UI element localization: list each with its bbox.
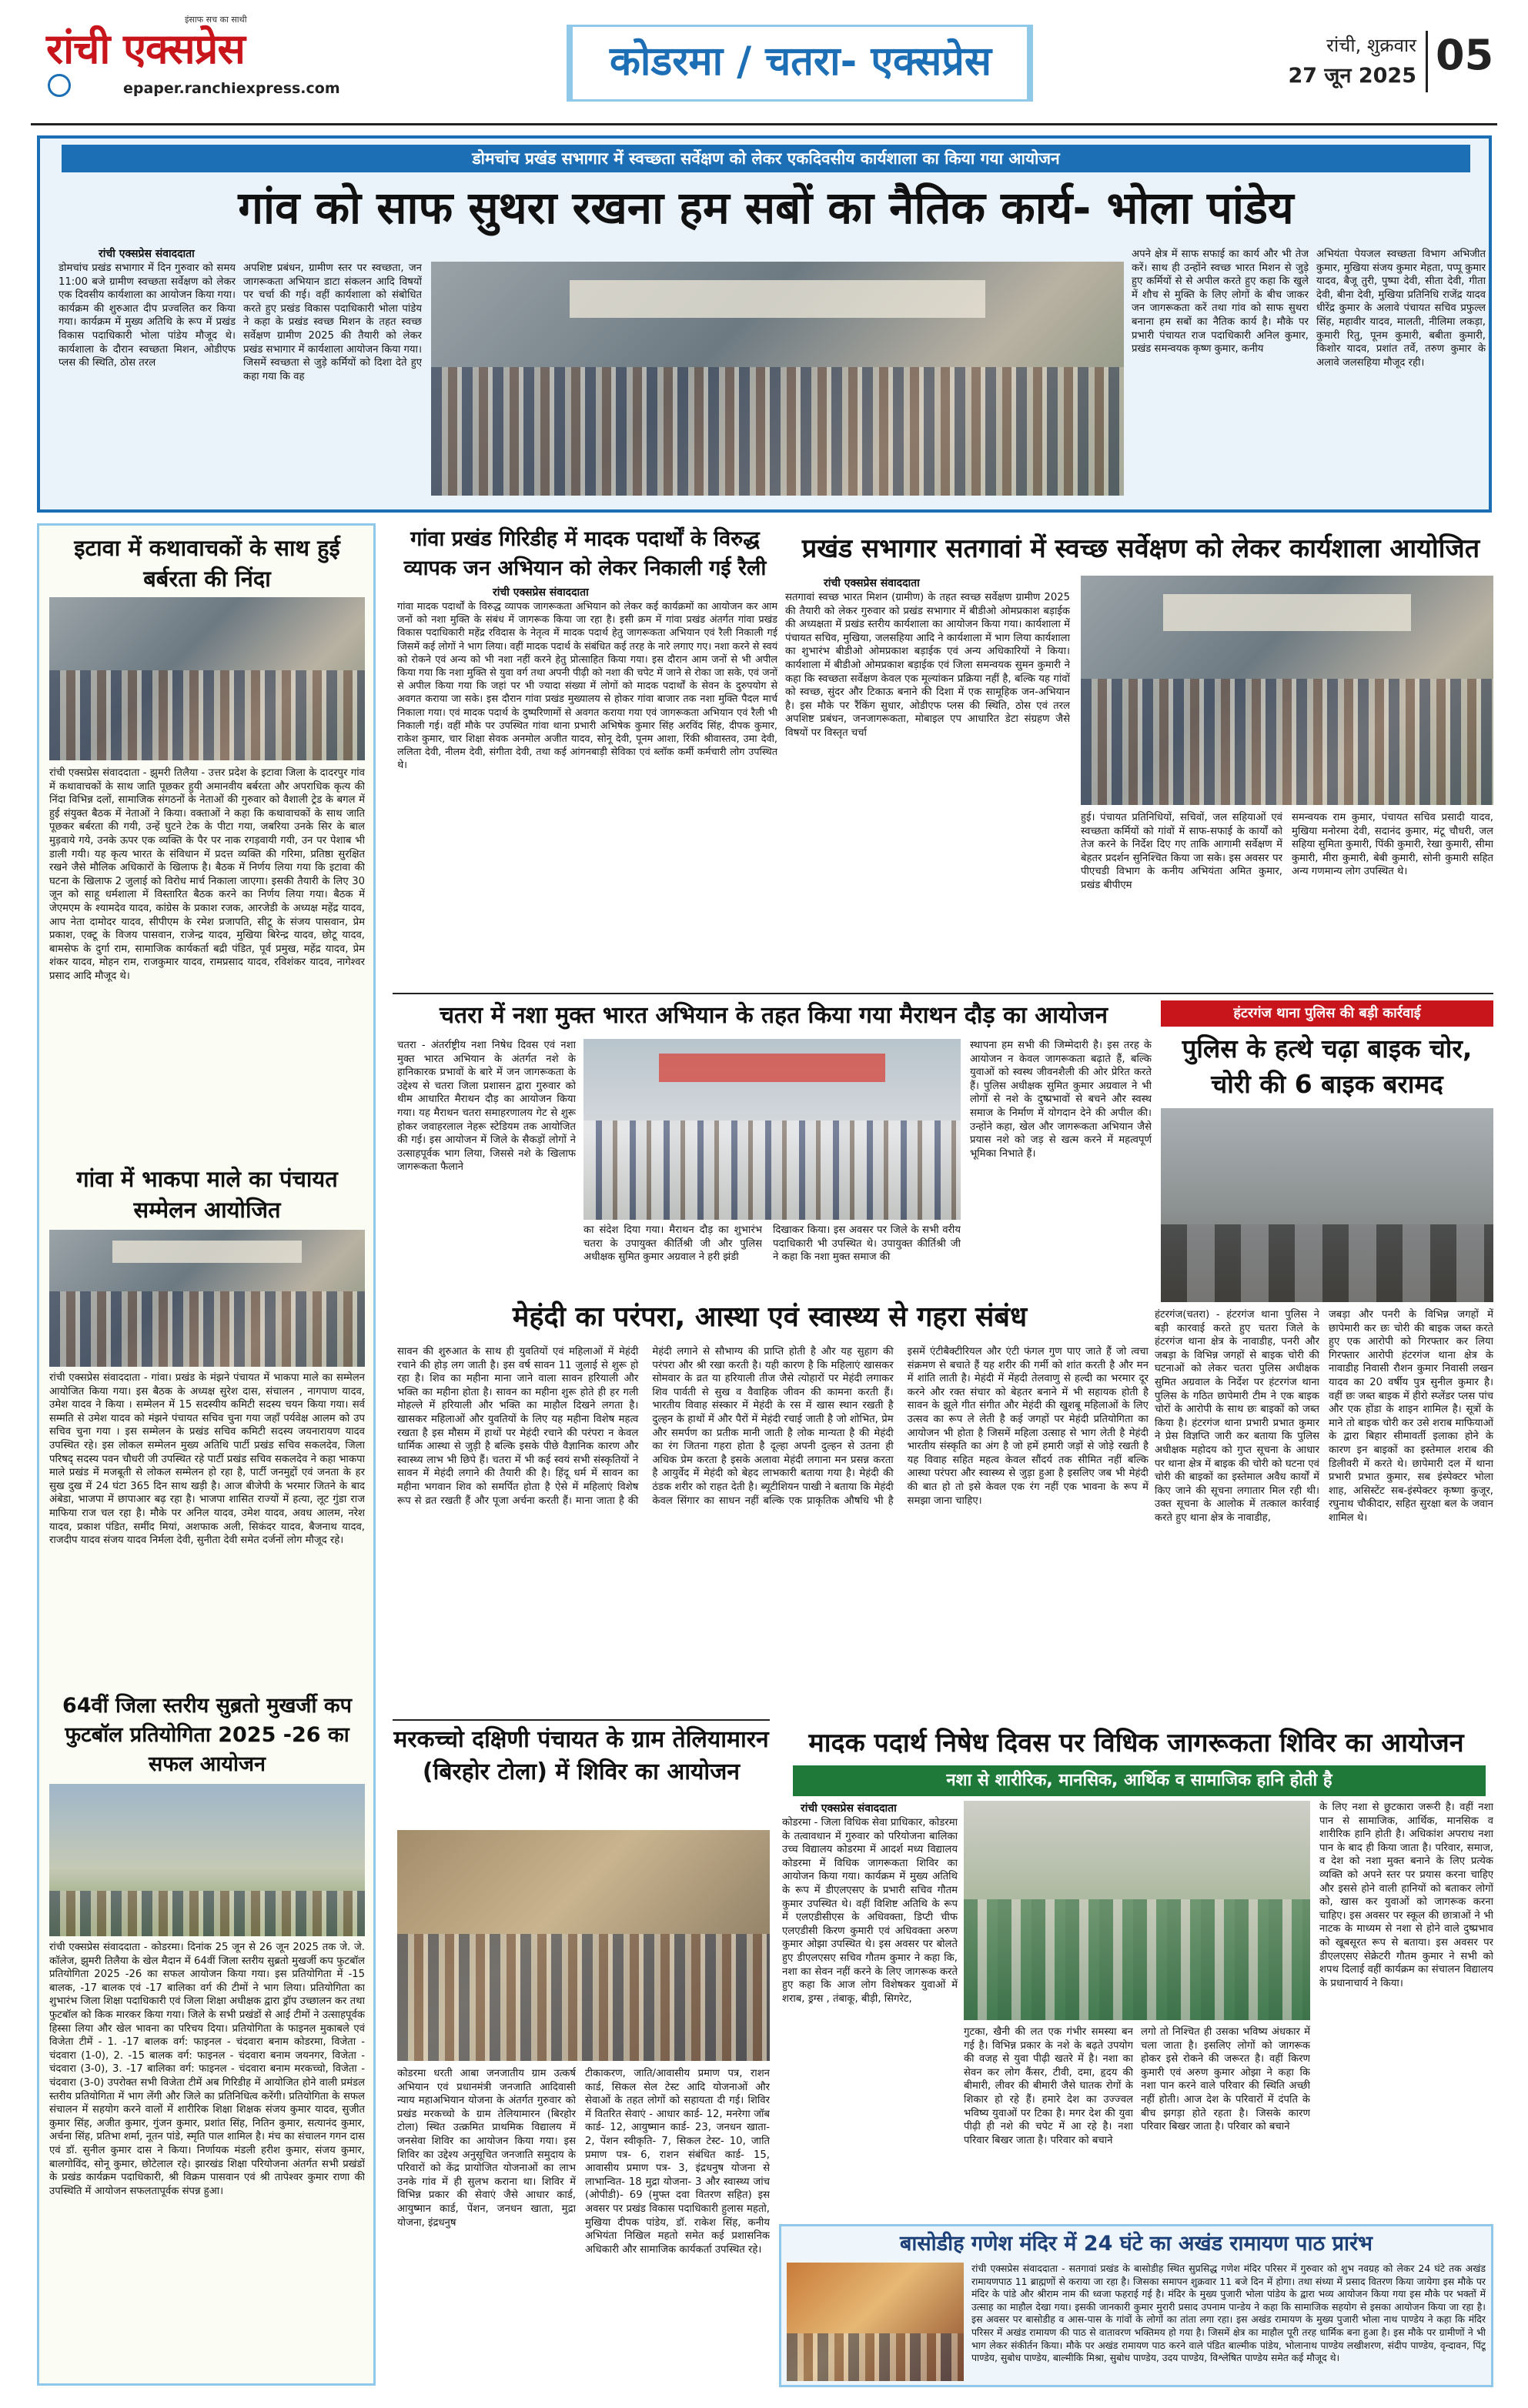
bhakpa-body: रांची एक्सप्रेस संवाददाता - गांवा। प्रखंड के मंझने पंचायत में भाकपा माले का सम्मेलन आयोजित किया गया। इस बैठक के अध्यक्ष सुरेश दास, संचालन , नागपाण यादव, उमेश यादव ने किया । सम्मेलन में 15 सदस्यीय कमिटी सदस्य चयन किया गया। सर्व सम्मति से उमेश यादव को मंझने पंचायत सचिव चुना गया जहाँ पर्यवेक्ष आलम को उप सचिव चुना गया । इस सम्मेलन के प्रखंड सचिव कमिटी सदस्य जयनारायण यादव उपस्थित रहे। इस लोकल सम्मेलन मुख्य अतिथि पार्टी प्रखंड सचिव सकलदेव, जिला परिषद् सदस्य पवन चौधरी जी उपस्थित रहे पार्टी प्रखंड सचिव सकलदेव ने कहा भाकपा माले प्रखंड में मजबूती से लोकल सम्मेलन हो रहा है, पार्टी जनमुद्दों एवं जनता के हर सुख दुख में 24 घंटा 365 दिन साथ खड़ी है। आज बीजेपी के भरमार जितने के बाद अंबेडा, भाजपा में छापाआर बढ़ रहा है। भाजपा शासित राज्यों में हत्या, लूट गुंडा राज माफिया राज चल रहा है। मौके पर अनिल यादव, उमेश यादव, अवध आलम, नरेश यादव, प्रकाश पंडित, समींद मियां, अशफाक अली, सिकंदर यादव, बैजनाथ यादव, राजदीप यादव संजय यादव निर्मला देवी, सुनीता देवी समेत दर्जनों लोग मौजूद रहे।	[49, 1372, 365, 1547]
madak-body2: गुटका, खैनी की लत एक गंभीर समस्या बन गई है। विभिन्न प्रकार के नशे के बढ़ते उपयोग की वजह से युवा पीढ़ी खतरे में है। नशा का सेवन कर लोग कैंसर, टीवी, दमा, हृदय की बीमारी, लीवर की बीमारी जैसे घातक रोगों के शिकार हो रहे हैं। हमारे देश का उज्ज्वल भविष्य युवाओं पर टिका है। मगर देश की युवा पीढ़ी ही नशे की चपेट में आ रहे है। नशा परिवार बिखर जाता है। परिवार को बचाने	[964, 2026, 1133, 2146]
dateline-city: रांची, शुक्रवार	[1326, 35, 1416, 56]
newspaper-logo: रांची एक्सप्रेस	[46, 24, 245, 73]
markachcho-rule	[393, 1719, 770, 1721]
police-photo	[1161, 1108, 1493, 1302]
police-tag: हंटरगंज थाना पुलिस की बड़ी कार्रवाई	[1161, 1000, 1493, 1027]
chatra-headline: चतरा में नशा मुक्त भारत अभियान के तहत किया गया मैराथन दौड़ का आयोजन	[440, 1002, 1108, 1029]
madak-subhead: नशा से शारीरिक, मानसिक, आर्थिक व सामाजिक हानि होती है	[793, 1765, 1486, 1796]
epaper-url[interactable]: epaper.ranchiexpress.com	[123, 80, 340, 97]
gawa-headline: गांवा प्रखंड गिरिडीह में मादक पदार्थों के विरुद्ध व्यापक जन अभियान को लेकर निकाली गई रैली	[403, 527, 767, 580]
lead-byline: रांची एक्सप्रेस संवाददाता	[99, 248, 195, 260]
etawa-photo	[49, 597, 365, 760]
madak-body3: लगो तो निश्चित ही उसका भविष्य अंधकार में चला जाता है। इसलिए लोगों को जागरूक होकर इसे रोकने की जरूरत है। वहीं किरण कुमारी एवं अरुण कुमार ओझा ने कहा कि नशा पान करने वाले परिवार की स्थिति अच्छी नहीं होती। आज देश के परिवारों में दंपति के बीच झगड़ा होते रहता है। जिसके कारण परिवार बिखर जाता है। परिवार को बचाने	[1141, 2026, 1310, 2133]
lead-col4: अभियंता पेयजल स्वच्छता विभाग अभिजीत कुमार, मुखिया संजय कुमार मेहता, पप्पू कुमार यादव, बैजू तुरी, पुष्पा देवी, सीता देवी, गीता देवी, बीना देवी, मुखिया प्रतिनिधि राजेंद्र यादव धीरेंद्र कुमार के अलावे पंचायत सचिव प्रफुल्ल सिंह, महावीर यादव, मालती, नीलिमा लकड़ा, कुमारी रितु, पूनम कुमारी, बबीता कुमारी, किशोर यादव, प्रशांत तर्वे, तरुण कुमार के अलावे जलसहिया मौजूद रही।	[1316, 249, 1486, 369]
chatra-rule	[393, 993, 1493, 994]
chatra-body2: का संदेश दिया गया। मैराथन दौड़ का शुभारंभ चतरा के उपायुक्त कीर्तिश्री जी और पुलिस अधीक्षक सुमित कुमार अग्रवाल ने हरी झंडी	[583, 1224, 762, 1264]
football-headline: 64वीं जिला स्तरीय सुब्रतो मुखर्जी कप फुटबॉल प्रतियोगिता 2025 -26 का सफल आयोजन	[62, 1694, 352, 1776]
gawa-byline: रांची एक्सप्रेस संवाददाता	[493, 586, 589, 599]
markachcho-body1: कोडरमा धरती आबा जनजातीय ग्राम उत्कर्ष अभियान एवं प्रधानमंत्री जनजाति आदिवासी न्याय महाअभियान योजना के अंतर्गत गुरुवार को प्रखंड मरकच्चो के ग्राम तेलियामारन (बिरहोर टोला) स्थित उत्क्रमित प्राथमिक विद्यालय में जनसेवा शिविर का आयोजन किया गया। इस शिविर का उद्देश्य अनुसूचित जनजाति समुदाय के परिवारों को केंद्र प्रायोजित योजनाओं का लाभ उनके गांव में ही सुलभ कराना था। शिविर में विभिन्न प्रकार की सेवाएं जैसे आधार कार्ड, आयुष्मान कार्ड, पेंशन, जनधन खाता, मुद्रा योजना, इंद्रधनुष	[397, 2068, 576, 2229]
lead-headline: गांव को साफ सुथरा रखना हम सबों का नैतिक कार्य- भोला पांडेय	[238, 182, 1294, 234]
madak-photo	[964, 1801, 1310, 2020]
dateline-date: 27 जून 2025	[1288, 64, 1416, 88]
lead-col2: अपशिष्ट प्रबंधन, ग्रामीण स्तर पर स्वच्छता, जन जागरूकता अभियान डाटा संकलन आदि विषयों पर चर्चा की गई। वहीं कार्यशाला को संबोधित करते हुए प्रखंड विकास पदाधिकारी भोला पांडेय ने कहा के प्रखंड स्वच्छ मिशन के तहत स्वच्छ सर्वेक्षण ग्रामीण 2025 की तैयारी को लेकर प्रखंड सभागार में कार्यशाला आयोजन किया गया। जिसमें स्वच्छता से जुड़े कर्मियों को दिशा देते हुए कहा गया कि वह	[243, 262, 422, 382]
chatra-body1: चतरा - अंतर्राष्ट्रीय नशा निषेध दिवस एवं नशा मुक्त भारत अभियान के अंतर्गत नशे के हानिकारक प्रभावों के बारे में जन जागरूकता के उद्देश्य से चतरा जिला प्रशासन द्वारा गुरुवार को थीम आधारित मैराथन दौड़ का आयोजन किया गया। यह मैराथन चतरा समाहरणालय गेट से शुरू होकर जवाहरलाल नेहरू स्टेडियम तक आयोजित की गई। इस आयोजन में जिले के सैकड़ों लोगों ने उत्साहपूर्वक भाग लिया, जिससे नशे के खिलाफ जागरूकता फैलाने	[397, 1040, 576, 1174]
lead-photo	[431, 262, 1124, 496]
gawa-body: गांवा मादक पदार्थों के विरुद्ध व्यापक जागरूकता अभियान को लेकर कई कार्यक्रमों का आयोजन कर आम जनों को नशा मुक्ति के संबंध में जागरूक किया जा रहा है। इसी क्रम में गांवा प्रखंड अंतर्गत गांवा प्रखंड विकास पदाधिकारी महेंद्र रविदास के नेतृत्व में मादक पदार्थ हेतु जागरूकता अभियान एवं रैली निकाली गई जिसमें कई लोगों ने भाग लिया। वहीं मादक पदार्थ के संबंधित कई तरह के नारे लगाए गए। नशा करने से स्वयं को रोकने एवं अन्य को भी नशा नहीं करने हेतु प्रोत्साहित किया गया। इस दौरान आम जनों से भी अपील किया गया कि नशा मुक्ति से युवा वर्ग तथा अपनी पीढ़ी को नशा की चपेट में जाने से रोका जा सके, एवं जनों से अपील किया गया कि जहां पर भी ज्यादा संख्या में लोगों को मादक पदार्थों के सेवन के दुरुपयोग से अवगत कराया जा सके। इस दौरान गांवा प्रखंड मुख्यालय से होकर गांवा बाजार तक नशा मुक्ति पैदल मार्च निकाला गया। एवं मादक पदार्थ के दुष्परिणामों से अवगत कराया गया एवं जागरूकता अभियान एवं रैली भी निकाली गई। वहीं मौके पर उपस्थित गांवा थाना प्रभारी अभिषेक कुमार सिंह अरविंद सिंह, दीपक कुमार, राकेश कुमार, चार शिक्षा सेवक अनमोल अजीत यादव, सोनू देवी, पूनम आशा, रिंकी श्रीवास्तव, उमा देवी, ललिता देवी, नीलम देवी, संगीता देवी, तथा कई आंगनबाड़ी सेविका एवं ब्लॉक कर्मी कर्मचारी लोग उपस्थित थे।	[397, 601, 777, 772]
etawa-headline: इटावा में कथावाचकों के साथ हुई बर्बरता की निंदा	[74, 535, 340, 592]
etawa-body: रांची एक्सप्रेस संवाददाता - झुमरी तिलैया - उत्तर प्रदेश के इटावा जिला के दादरपुर गांव में कथावाचकों के साथ जाति पूछकर हुयी अमानवीय बर्बरता और अपराधिक कृत्य की निंदा विभिन्न दलों, सामाजिक संगठनों के नेताओं की गुरुवार को वैशाली ट्रेड के बगल में हुई संयुक्त बैठक में नेताओं ने किया। वक्ताओं ने कहा कि कथावाचकों के साथ जाति पूछकर बर्बरता की गयी, उन्हें घुटने टेक के पीटा गया, जबरिया उनके सिर के बाल मुड़वाये गये, उनके ऊपर एक व्यक्ति के पैर पर नाक रगड़वायी गयी, उन पर पेशाब भी डाली गयी। यह कृत्य भारत के संविधान में प्रदत्त व्यक्ति की गरिमा, प्रतिष्ठा सुरक्षित रखने जैसे मौलिक अधिकारों के खिलाफ है। बैठक में निर्णय लिया गया कि इटावा की घटना के खिलाफ 2 जुलाई को विरोध मार्च निकाला जाएगा। इसकी तैयारी के लिए 30 जून को साहू धर्मशाला में विस्तारित बैठक करने का निर्णय लिया गया। बैठक में जेएमएम के श्यामदेव यादव, कांग्रेस के प्रकाश रजक, आरजेडी के अध्यक्ष महेंद्र यादव, आप नेता दामोदर यादव, सीपीएम के रमेश प्रजापति, सीटू के संजय पासवान, प्रेम प्रकाश, एक्टू के विजय पासवान, राजेन्द्र यादव, मुखिया बिरेन्द्र यादव, छोटू यादव, बामसेफ के दुर्गा राम, सामाजिक कार्यकर्ता बद्री पंडित, पूर्व प्रमुख, महेंद्र यादव, प्रेम शंकर यादव, मोहन राम, राजकुमार यादव, रामप्रसाद यादव, रविशंकर यादव, नागेश्वर प्रसाद आदि मौजूद थे।	[49, 767, 365, 982]
logo-tagline: इंसाफ सच का साथी	[185, 15, 247, 25]
dateline-divider	[1426, 31, 1428, 92]
globe-icon	[48, 74, 71, 97]
football-body: रांची एक्सप्रेस संवाददाता - कोडरमा। दिनांक 25 जून से 26 जून 2025 तक जे. जे. कॉलेज, झुमरी तिलैया के खेल मैदान में 64वीं जिला स्तरीय सुब्रतो मुखर्जी कप फुटबॉल प्रतियोगिता 2025 -26 का सफल आयोजन किया गया। इस प्रतियोगिता में -15 बालक, -17 बालक एवं -17 बालिका वर्ग की टीमों ने भाग लिया। प्रतियोगिता का शुभारंभ जिला शिक्षा पदाधिकारी एवं जिला शिक्षा अधीक्षक द्वारा ड्रॉप उच्छालन कर तथा फुटबॉल को किक मारकर किया गया। जिले के सभी प्रखंडों से आई टीमों ने उत्साहपूर्वक हिस्सा लिया और खेल भावना का परिचय दिया। प्रतियोगिता के फाइनल मुकाबले एवं विजेता टीमें - 1. -17 बालक वर्ग: फाइनल - चंदवारा बनाम कोडरमा, विजेता - चंदवारा (1-0), 2. -15 बालक वर्ग: फाइनल - चंदवारा बनाम जयनगर, विजेता - चंदवारा (3-0), 3. -17 बालिका वर्ग: फाइनल - चंदवारा बनाम मरकच्चो, विजेता - चंदवारा (3-0) उपरोक्त सभी विजेता टीमें अब गिरिडीह में आयोजित होने वाली प्रमंडल स्तरीय प्रतियोगिता में भाग लेंगी और जिले का प्रतिनिधित्व करेंगी। प्रतियोगिता के सफल संचालन में सहयोग करने वालों में शारीरिक शिक्षा शिक्षक संजय कुमार यादव, सुजीत कुमार सिंह, अजीत कुमार, गुंजन कुमार, प्रशांत सिंह, नितिन कुमार, सत्यानंद कुमार, अर्चना सिंह, प्रतिभा शर्मा, नूतन पांडे, स्मृति पाल शामिल है। मंच का संचालन गगन दास एवं डॉ. सुनील कुमार दास ने किया। निर्णायक मंडली हरीश कुमार, संजय कुमार, बालगोविंद, सोनू कुमार, छोटेलाल रहे। झारखंड शिक्षा परियोजना अंतर्गत सभी प्रखंडों के प्रखंड कार्यक्रम पदाधिकारी, श्री विक्रम पासवान एवं श्री तापेश्वर कुमार राणा की उपस्थिति में आयोजन सफलतापूर्वक संपन्न हुआ।	[49, 1942, 365, 2197]
basodih-headline: बासोडीह गणेश मंदिर में 24 घंटे का अखंड रामायण पाठ प्रारंभ	[900, 2232, 1373, 2256]
bhakpa-photo	[49, 1230, 365, 1367]
markachcho-photo	[397, 1830, 770, 2061]
lead-col1: डोमचांच प्रखंड सभागार में दिन गुरुवार को समय 11:00 बजे ग्रामीण स्वच्छता सर्वेक्षण को लेकर एक दिवसीय कार्यशाला का आयोजन किया गया। कार्यक्रम की शुरुआत दीप प्रज्वलित कर किया गया। कार्यक्रम में मुख्य अतिथि के रूप में प्रखंड विकास पदाधिकारी भोला पांडेय मौजूद थे। कार्यशाला के दौरान स्वच्छता मिशन, ओडीएफ प्लस की स्थिति, ठोस तरल	[59, 262, 236, 369]
satgawan-body3: समन्वयक राम कुमार, पंचायत सचिव प्रसादी यादव, मुखिया मनोरमा देवी, सदानंद कुमार, मंटू चौधरी, जल सहिया सुमिता कुमारी, पिंकी कुमारी, रेखा कुमारी, सीमा कुमारी, मीरा कुमारी, बेबी कुमारी, सोनी कुमारी सहित अन्य गणमान्य लोग उपस्थित थे।	[1292, 812, 1493, 878]
chatra-body4: स्थापना हम सभी की जिम्मेदारी है। इस तरह के आयोजन न केवल जागरूकता बढ़ाते हैं, बल्कि युवाओं को स्वस्थ जीवनशैली की ओर प्रेरित करते हैं। पुलिस अधीक्षक सुमित कुमार अग्रवाल ने भी लोगों से नशे के दुष्प्रभावों से बचने और स्वस्थ समाज के निर्माण में योगदान देने की अपील की। उन्होंने कहा, खेल और जागरूकता अभियान जैसे प्रयास नशे को जड़ से खत्म करने में महत्वपूर्ण भूमिका निभाते हैं।	[970, 1040, 1152, 1160]
satgawan-body2: हुई। पंचायत प्रतिनिधियों, सचिवों, जल सहियाओं एवं स्वच्छता कर्मियों को गांवों में साफ-सफाई के कार्यों को तेज करने के निर्देश दिए गए ताकि आगामी सर्वेक्षण में बेहतर प्रदर्शन सुनिश्चित किया जा सके। इस अवसर पर पीएचडी विभाग के कनीय अभियंता अमित कुमार, प्रखंड बीपीएम	[1081, 812, 1282, 891]
police-headline: पुलिस के हत्थे चढ़ा बाइक चोर, चोरी की 6 बाइक बरामद	[1182, 1034, 1473, 1099]
madak-body1: कोडरमा - जिला विधिक सेवा प्राधिकार, कोडरमा के तत्वावधान में गुरुवार को परियोजना बालिका उच्च विद्यालय कोडरमा में आदर्श मध्य विद्यालय कोडरमा में विधिक जागरूकता शिविर का आयोजन किया गया। कार्यक्रम में मुख्य अतिथि के रूप में डीएलएसए के प्रभारी सचिव गौतम कुमार उपस्थित थे। वहीं विशिष्ट अतिथि के रूप में एलएडीसीएस के अधिवक्ता, डिप्टी चीफ एलएडीसी किरण कुमारी एवं अधिवक्ता अरुण कुमार ओझा उपस्थित थे। इस अवसर पर बोलते हुए डीएलएसए सचिव गौतम कुमार ने कहा कि, नशा का सेवन नहीं करने के लिए जागरूक करते हुए कहा कि आज लोग विशेषकर युवाओं में शराब, ड्रग्स , तंबाकू, बीड़ी, सिगरेट,	[782, 1817, 958, 2005]
page-number: 05	[1436, 31, 1494, 79]
football-photo	[49, 1784, 365, 1936]
police-body1: हंटरगंज(चतरा) - हंटरगंज थाना पुलिस ने बड़ी कारवाई करते हुए चतरा जिले के हंटरगंज थाना क्षेत्र के नावाडीह, पनरी और जबड़ा के विभिन्न जगहों से बाइक चोरी की घटनाओं को लेकर चतरा पुलिस अधीक्षक सुमित अग्रवाल के निर्देश पर हंटरगंज थाना पुलिस के गठित छापेमारी टीम ने एक बाइक चोरों के आरोपी के साथ छः बाइकों को जब्त किया है। हंटरगंज थाना प्रभारी प्रभात कुमार ने प्रेस विज्ञप्ति जारी कर बताया कि पुलिस अधीक्षक महोदय को गुप्त सूचना के आधार पर थाना क्षेत्र में बाइक की चोरी को घटना एवं चोरी की बाइकों का इस्तेमाल अवैध कार्यों में किए जाने की सूचना लगातार मिल रही थी। उक्त सूचना के आलोक में तत्काल कार्रवाई करते हुए थाना क्षेत्र के नावाडीह,	[1155, 1309, 1319, 1524]
madak-body4: के लिए नशा से छुटकारा जरूरी है। वहीं नशा पान से सामाजिक, आर्थिक, मानसिक व शारीरिक हानि होती है। अधिकांश अपराध नशा पान के बाद ही किया जाता है। परिवार, समाज, व देश को नशा मुक्त बनाने के लिए प्रत्येक व्यक्ति को अपने स्तर पर प्रयास करना चाहिए और इससे होने वाली हानियों को बताकर लोगों को, खास कर युवाओं को जागरूक करना चाहिए। इस अवसर पर स्कूल की छात्राओं ने भी नाटक के माध्यम से नशा से होने वाले दुष्प्रभाव को खूबसूरत रूप से बताया। इस अवसर पर डीएलएसए सेक्रेटरी गौतम कुमार ने सभी को शपथ दिलाई वहीं कार्यक्रम का संचालन विद्यालय के प्रधानाचार्य ने किया।	[1319, 1802, 1493, 1989]
satgawan-headline: प्रखंड सभागार सतगावां में स्वच्छ सर्वेक्षण को लेकर कार्यशाला आयोजित	[801, 533, 1480, 564]
mehndi-body: सावन की शुरुआत के साथ ही युवतियों एवं महिलाओं में मेहंदी रचाने की होड़ लग जाती है। इस वर्ष सावन 11 जुलाई से शुरू हो रहा है। शिव का महीना माना जाने वाला सावन हरियाली और भक्ति का महीना होता है। सावन का महीना शुरू होते ही हर गली मोहल्ले में हरियाली और भक्ति का माहौल दिखने लगता है। खासकर महिलाओं और युवतियों के लिए यह महीना विशेष महत्व रखता है इस मौसम में हाथों पर मेहंदी रचाने की परंपरा न केवल धार्मिक आस्था से जुड़ी है बल्कि इसके पीछे वैज्ञानिक कारण और स्वास्थ्य लाभ भी छिपे हैं। चतरा में भी कई स्वयं सभी संस्कृतियों ने सावन में मेहंदी लगाने की तैयारी की है। हिंदू धर्म में सावन का महीना भगवान शिव को समर्पित होता है ऐसे में महिलाएं विशेष रूप से व्रत रखती हैं और पूजा अर्चना करती हैं। माना जाता है की मेहंदी लगाने से सौभाग्य की प्राप्ति होती है और यह सुहाग की परंपरा और श्री रखा करती है। यही कारण है कि महिलाएं खासकर सोमवार के व्रत या हरियाली तीज जैसे त्योहारों पर मेहंदी लगाकर शिव पार्वती से सुख व वैवाहिक जीवन की कामना करती हैं। भारतीय विवाह संस्कार में मेहंदी के रस में खास स्थान रखती है दुल्हन के हाथों में और पैरों में मेहंदी रचाई जाती है जो शोभित, प्रेम और समर्पण का प्रतीक मानी जाती है लोक मान्यता है की मेहंदी का रंग जितना गहरा होता है दूल्हा अपनी दुल्हन से उतना ही अधिक प्रेम करता है इसके अलावा मेहंदी लगाना मन प्रसन्न करता है आयुर्वेद में मेहंदी को बेहद लाभकारी बताया गया है। मेहंदी की ठंडक शरीर को राहत देती है। ब्यूटीशियन पाखी ने बताया कि मेहंदी केवल सिंगार का साधन नहीं बल्कि एक प्राकृतिक औषधि भी है इसमें एंटीबैक्टीरियल और एंटी फंगल गुण पाए जाते हैं जो त्वचा संक्रमण से बचाते हैं यह शरीर की गर्मी को शांत करती है और मन में शांति लाती है। मेहंदी में मेंहदी तेलवाणु से हल्दी का भरमार दूर करने और रक्त संचार को बेहतर बनाने में भी सहायक होती है सावन के झूले गीत संगीत और मेहंदी की खुशबू महिलाओं के लिए उत्सव का रूप ले लेती है कई जगहों पर मेहंदी प्रतियोगिता का आयोजन भी होता है जिसमें महिला उत्साह से भाग लेती है मेहंदी भारतीय संस्कृति का अंग है जो हमें हमारी जड़ों से जोड़े रखती है यह विवाह सहित महत्व केवल सौंदर्य तक सीमित नहीं बल्कि आस्था परंपरा और स्वास्थ्य से जुड़ा हुआ है इसलिए जब भी मेहंदी की बात हो तो इसे केवल एक रंग नहीं एक भावना के रूप में समझा जाना चाहिए।	[397, 1346, 1149, 1507]
lead-col3: अपने क्षेत्र में साफ सफाई का कार्य और भी तेज करें। साथ ही उन्होंने स्वच्छ भारत मिशन से जुड़े हुए कर्मियों से से अपील करते हुए कहा कि खुले में शौच से मुक्ति के लिए लोगों के बीच जाकर जन जागरूकता करें तथा गांव को साफ सुथरा बनाना हम सबों का नैतिक कार्य है। मौके पर प्रभारी पंचायत राज पदाधिकारी अनिल कुमार, प्रखंड समन्वयक कृष्ण कुमार, कनीय	[1132, 249, 1309, 356]
masthead	[0, 0, 1528, 115]
markachcho-body2: टीकाकरण, जाति/आवासीय प्रमाण पत्र, राशन कार्ड, सिकल सेल टेस्ट आदि योजनाओं और सेवाओं के तहत लोगों को सहायता दी गई। शिविर में वितरित सेवाएं - आधार कार्ड- 12, मनरेगा जॉब कार्ड- 12, आयुष्मान कार्ड- 23, जनधन खाता- 2, पेंशन स्वीकृति- 7, सिकल टेस्ट- 10, जाति प्रमाण पत्र- 6, राशन संबंधित कार्ड- 15, आवासीय प्रमाण पत्र- 3, इंद्रधनुष योजना से लाभान्वित- 18 मुद्रा योजना- 3 और स्वास्थ्य जांच (ओपीडी)- 69 (मुफ्त दवा वितरण सहित) इस अवसर पर प्रखंड विकास पदाधिकारी हुलास महतो, मुखिया दीपक पांडेय, डॉ. राकेश सिंह, कनीय अभियंता निखिल महतो समेत कई प्रशासनिक अधिकारी और सामाजिक कार्यकर्ता उपस्थित रहे।	[585, 2068, 770, 2256]
markachcho-headline: मरकच्चो दक्षिणी पंचायत के ग्राम तेलियामारन (बिरहोर टोला) में शिविर का आयोजन	[393, 1726, 769, 1785]
lead-kicker: डोमचांच प्रखंड सभागार में स्वच्छता सर्वेक्षण को लेकर एकदिवसीय कार्यशाला का किया गया आयोजन	[62, 145, 1470, 172]
satgawan-photo	[1081, 576, 1493, 805]
masthead-rule	[31, 123, 1497, 125]
chatra-body3: दिखाकर किया। इस अवसर पर जिले के सभी वरीय पदाधिकारी भी उपस्थित थे। उपायुक्त कीर्तिश्री जी ने कहा कि नशा मुक्त समाज की	[773, 1224, 961, 1264]
bhakpa-headline: गांवा में भाकपा माले का पंचायत सम्मेलन आयोजित	[76, 1166, 338, 1223]
section-title: कोडरमा / चतरा- एक्सप्रेस	[609, 38, 991, 85]
madak-headline: मादक पदार्थ निषेध दिवस पर विधिक जागरूकता शिविर का आयोजन	[808, 1728, 1464, 1758]
madak-byline: रांची एक्सप्रेस संवाददाता	[801, 1802, 897, 1815]
mehndi-headline: मेहंदी का परंपरा, आस्था एवं स्वास्थ्य से गहरा संबंध	[512, 1301, 1028, 1333]
satgawan-body1: सतगावां स्वच्छ भारत मिशन (ग्रामीण) के तहत स्वच्छ सर्वेक्षण ग्रामीण 2025 की तैयारी को लेकर गुरुवार को प्रखंड सभागार में बीडीओ ओमप्रकाश बड़ाईक की अध्यक्षता में प्रखंड स्तरीय कार्यशाला का आयोजन किया गया। कार्यशाला में पंचायत सचिव, मुखिया, जलसहिया आदि ने कार्यशाला में भाग लिया कार्यशाला का शुभारंभ बीडीओ ओमप्रकाश बड़ाईक एवं अन्य अधिकारियों ने किया। कार्यशाला में बीडीओ ओमप्रकाश बड़ाईक एवं जिला समन्वयक सुमन कुमारी ने कहा कि स्वच्छता सर्वेक्षण केवल एक मूल्यांकन प्रक्रिया नहीं है, बल्कि यह गांवों को स्वच्छ, सुंदर और टिकाऊ बनाने की दिशा में एक सामूहिक जन-अभियान है। इस मौके पर रैंकिंग सुधार, ओडीएफ प्लस की स्थिति, ठोस एवं तरल अपशिष्ट प्रबंधन, जनजागरूकता, मोबाइल एप आधारित डेटा संग्रहण जैसे विषयों पर विस्तृत चर्चा	[785, 592, 1070, 739]
basodih-photo	[787, 2263, 964, 2381]
chatra-photo	[583, 1039, 961, 1220]
police-body2: जबड़ा और पनरी के विभिन्न जगहों में छापेमारी कर छः चोरी की बाइक जब्त करते हुए एक आरोपी को गिरफ्तार कर लिया गिरफ्तार आरोपी हंटरगंज थाना क्षेत्र के नावाडीह निवासी रौशन कुमार निवासी लखन यादव का 20 वर्षीय पुत्र सुनील कुमार है। वहीं छः जब्त बाइक में हीरो स्प्लेंडर प्लस पांच और एक होंडा के शाइन शामिल है। सूत्रों के माने तो बाइक चोरी कर उसे शराब माफियाओं के द्वारा बिहार सीमावर्ती इलाका होने के कारण इन बाइकों का इस्तेमाल शराब की डिलीवरी में करते थे। छापेमारी दल में थाना प्रभारी प्रभात कुमार, सब इंस्पेक्टर भोला शाह, असिस्टेंट सब-इंस्पेक्टर कृष्णा कुजूर, रघुनाथ चौकीदार, सहित सुरक्षा बल के जवान शामिल थे।	[1329, 1309, 1493, 1524]
satgawan-byline: रांची एक्सप्रेस संवाददाता	[824, 577, 920, 589]
basodih-body: रांची एक्सप्रेस संवाददाता - सतगावां प्रखंड के बासोडीह स्थित सुप्रसिद्ध गणेश मंदिर परिसर में गुरुवार को शुभ नवग्रह को लेकर 24 घंटे तक अखंड रामायणपाठ 11 ब्राह्मणों से कराया जा रहा है। जिसका समापन शुक्रवार 11 बजे दिन में होगा। तथा संध्या में प्रसाद वितरण किया जायेगा इस मौके पर मंदिर के पांडे और श्रीराम नाम की ध्वजा फहराई गई है। मंदिर के मुख्य पुजारी भोला पांडेय के द्वारा भव्य आयोजन किया गया इस मौके पर भक्तों में उत्साह का माहौल देखा गया। इसकी जानकारी कुमार मुरारी प्रसाद उपनाम पान्डेय ने कहा कि सामाजिक सहयोग से इसका आयोजन किया जा रहा है। इस अवसर पर बासोडीह व आस-पास के गांवों के लोगों का तांता लगा रहा। इस अखंड रामायण के मुख्य पुजारी भोला नाथ पाण्डेय ने कहा कि मंदिर परिसर में अखंड रामायण की पाठ से वातावरण भक्तिमय हो गया है। जिसमें क्षेत्र का माहौल पूरी तरह धार्मिक बना हुआ है। इस मौके पर ग्रामीणों ने भी भाग लेकर संकीर्तन किया। मौके पर अखंड रामायण पाठ करने वाले पंडित बाल्मीक पांडेय, भोलानाथ पाण्डेय लखीशरण, संदीप पाण्डेय, वृन्दावन, पिंटू पाण्डेय, सुबोध पाण्डेय, बाल्मीकि मिश्रा, सुबोध पाण्डेय, उदय पाण्डेय, विश्लेषित पाण्डेय समेत कई मौजूद थे।	[971, 2263, 1486, 2364]
